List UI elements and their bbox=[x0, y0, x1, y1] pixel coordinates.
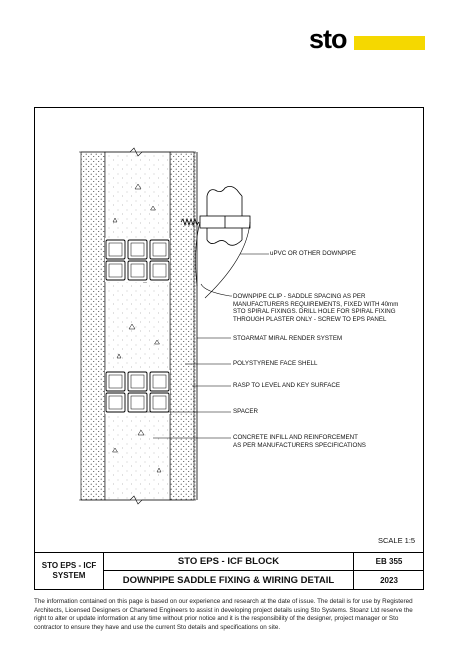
downpipe bbox=[200, 186, 250, 245]
eps-shell-right bbox=[170, 152, 194, 500]
concrete-core bbox=[105, 152, 170, 500]
callout-face-shell: POLYSTYRENE FACE SHELL bbox=[233, 360, 318, 367]
drawing-subtitle: DOWNPIPE SADDLE FIXING & WIRING DETAIL bbox=[104, 571, 354, 589]
disclaimer-text: The information contained on this page is based on our experience and research at the date of issue. The detail is for use by Registered Architects, Licensed Designers or Chartered Engineers to assist in developing project details using Sto Systems. Stoanz Ltd reserve the right to alter or update information at any time without prior notice and it is the responsibility of the designer, project manager or Sto contractor to ensure they have and use the current Sto details and specifications on site. bbox=[34, 598, 413, 631]
drawing-title: STO EPS - ICF BLOCK bbox=[104, 553, 354, 571]
callout-downpipe: uPVC OR OTHER DOWNPIPE bbox=[270, 250, 356, 257]
spacer-upper bbox=[105, 238, 170, 282]
callout-rasp: RASP TO LEVEL AND KEY SURFACE bbox=[233, 382, 340, 389]
spacer-lower bbox=[105, 370, 170, 414]
callout-render-system: STOARMAT MIRAL RENDER SYSTEM bbox=[233, 335, 343, 342]
callout-spacer: SPACER bbox=[233, 408, 258, 415]
sto-logo: sto bbox=[309, 24, 347, 54]
logo-accent-bar bbox=[354, 36, 425, 50]
callout-downpipe-clip: DOWNPIPE CLIP - SADDLE SPACING AS PER MANUFACTURERS REQUIREMENTS, FIXED WITH 40mm STO SPIRAL FIXINGS. DRILL HOLE FOR SPIRAL FIXING THROUGH PLASTER ONLY - SCREW TO EPS PANEL bbox=[233, 293, 399, 323]
section-drawing bbox=[35, 108, 423, 552]
scale-label: SCALE 1:5 bbox=[378, 536, 416, 545]
eps-shell-left bbox=[81, 152, 105, 500]
callout-concrete: CONCRETE INFILL AND REINFORCEMENT AS PER MANUFACTURERS SPECIFICATIONS bbox=[233, 434, 366, 449]
drawing-code: EB 355 bbox=[354, 553, 424, 571]
system-name: STO EPS - ICF SYSTEM bbox=[35, 553, 104, 589]
drawing-year: 2023 bbox=[380, 575, 398, 585]
